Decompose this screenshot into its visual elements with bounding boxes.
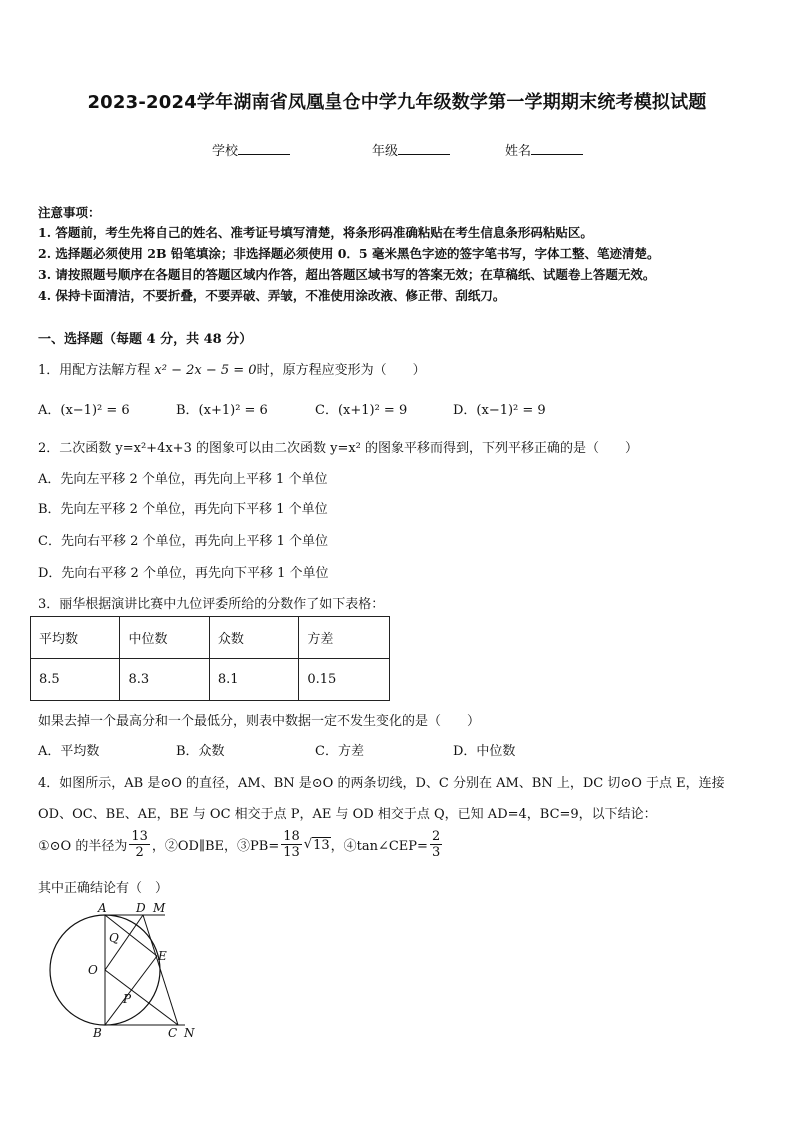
q4-c2-text: ，②OD∥BE，③PB=	[151, 839, 280, 854]
question-2-stem: 2．二次函数 y=x²+4x+3 的图象可以由二次函数 y=x² 的图象平移而得到，下列平移正确的是（ ）	[38, 441, 639, 456]
question-3-stem: 3．丽华根据演讲比赛中九位评委所给的分数作了如下表格：	[38, 597, 385, 612]
label-c: C	[168, 1026, 178, 1040]
stats-table	[30, 616, 390, 701]
q2-option-a[interactable]: A．先向左平移 2 个单位，再先向上平移 1 个单位	[38, 472, 328, 487]
q4-c1-fraction	[129, 829, 150, 860]
q2-option-c[interactable]: C．先向右平移 2 个单位，再先向上平移 1 个单位	[38, 534, 329, 549]
q1-option-b[interactable]: B．(x+1)² = 6	[176, 403, 268, 418]
table-header-row	[31, 617, 390, 659]
fraction-numerator: 13	[131, 829, 148, 844]
table-header-cell: 平均数	[31, 617, 120, 659]
fraction-numerator: 18	[283, 829, 300, 844]
q1-suffix: 时，原方程应变形为（ ）	[256, 363, 426, 378]
label-d: D	[136, 901, 146, 915]
question-4-line2: OD、OC、BE、AE，BE 与 OC 相交于点 P，AE 与 OD 相交于点 Q，已知 AD=4，BC=9，以下结论：	[38, 807, 657, 822]
label-e: E	[158, 949, 167, 963]
label-m: M	[153, 901, 166, 915]
notice-item: 1. 答题前，考生先将自己的姓名、准考证号填写清楚，将条形码准确粘贴在考生信息条形码粘贴区。	[38, 225, 593, 240]
fraction-denominator: 13	[283, 845, 300, 860]
notice-item: 2. 选择题必须使用 2B 铅笔填涂；非选择题必须使用 0．5 毫米黑色字迹的签字笔书写，字体工整、笔迹清楚。	[38, 246, 660, 261]
table-header-cell: 方差	[299, 617, 390, 659]
table-header-cell: 中位数	[120, 617, 209, 659]
q1-equation: x² − 2x − 5 = 0	[154, 363, 257, 378]
question-1-stem	[38, 359, 426, 378]
label-b: B	[93, 1026, 102, 1040]
fraction-denominator: 3	[431, 845, 441, 860]
notice-heading: 注意事项：	[38, 205, 101, 220]
school-field[interactable]	[212, 140, 290, 159]
table-cell: 8.5	[31, 659, 120, 701]
q3-option-b[interactable]: B．众数	[176, 744, 225, 759]
notice-item: 4. 保持卡面清洁，不要折叠，不要弄破、弄皱，不准使用涂改液、修正带、刮纸刀。	[38, 288, 506, 303]
q2-option-b[interactable]: B．先向左平移 2 个单位，再先向下平移 1 个单位	[38, 502, 328, 517]
table-cell: 8.1	[209, 659, 298, 701]
q1-option-c[interactable]: C．(x+1)² = 9	[315, 403, 408, 418]
notice-item: 3. 请按照题号顺序在各题目的答题区域内作答，超出答题区域书写的答案无效；在草稿纸、试题卷上答题无效。	[38, 267, 656, 282]
q4-c4-text: ，④tan∠CEP=	[330, 839, 428, 854]
table-row	[31, 659, 390, 701]
name-field[interactable]	[505, 140, 583, 159]
question-4-line1: 4．如图所示，AB 是⊙O 的直径，AM、BN 是⊙O 的两条切线，D、C 分别在 AM、BN 上，DC 切⊙O 于点 E，连接	[38, 776, 725, 791]
q3-question: 如果去掉一个最高分和一个最低分，则表中数据一定不发生变化的是（ ）	[38, 714, 481, 729]
q1-option-d[interactable]: D．(x−1)² = 9	[453, 403, 546, 418]
label-o: O	[88, 963, 98, 977]
page-title: 2023-2024学年湖南省凤凰皇仓中学九年级数学第一学期期末统考模拟试题	[87, 92, 707, 113]
school-label: 学校	[212, 144, 239, 159]
label-n: N	[184, 1026, 195, 1040]
name-label: 姓名	[505, 144, 532, 159]
q4-c1-text: ①⊙O 的半径为	[38, 839, 128, 854]
q3-option-d[interactable]: D．中位数	[453, 744, 516, 759]
label-p: P	[123, 992, 132, 1006]
table-cell: 0.15	[299, 659, 390, 701]
q4-footer: 其中正确结论有（ ）	[38, 881, 169, 896]
q4-conclusions	[38, 829, 444, 860]
q1-prefix: 1．用配方法解方程	[38, 363, 155, 378]
q3-option-a[interactable]: A．平均数	[38, 744, 100, 759]
q1-option-a[interactable]: A．(x−1)² = 6	[38, 403, 130, 418]
grade-label: 年级	[372, 144, 399, 159]
label-q: Q	[109, 931, 119, 945]
q4-c4-fraction	[430, 829, 442, 860]
geometry-figure	[40, 900, 210, 1045]
label-a: A	[98, 901, 107, 915]
fraction-denominator: 2	[135, 845, 144, 860]
q4-c3-fraction	[281, 829, 302, 860]
grade-field[interactable]	[372, 140, 450, 159]
q3-option-c[interactable]: C．方差	[315, 744, 364, 759]
sqrt-symbol: √	[303, 837, 313, 852]
table-header-cell: 众数	[209, 617, 298, 659]
fraction-numerator: 2	[431, 829, 441, 844]
sqrt-radicand: 13	[313, 837, 330, 853]
section-heading: 一、选择题（每题 4 分，共 48 分）	[38, 332, 253, 347]
table-cell: 8.3	[120, 659, 209, 701]
q2-option-d[interactable]: D．先向右平移 2 个单位，再先向下平移 1 个单位	[38, 566, 329, 581]
